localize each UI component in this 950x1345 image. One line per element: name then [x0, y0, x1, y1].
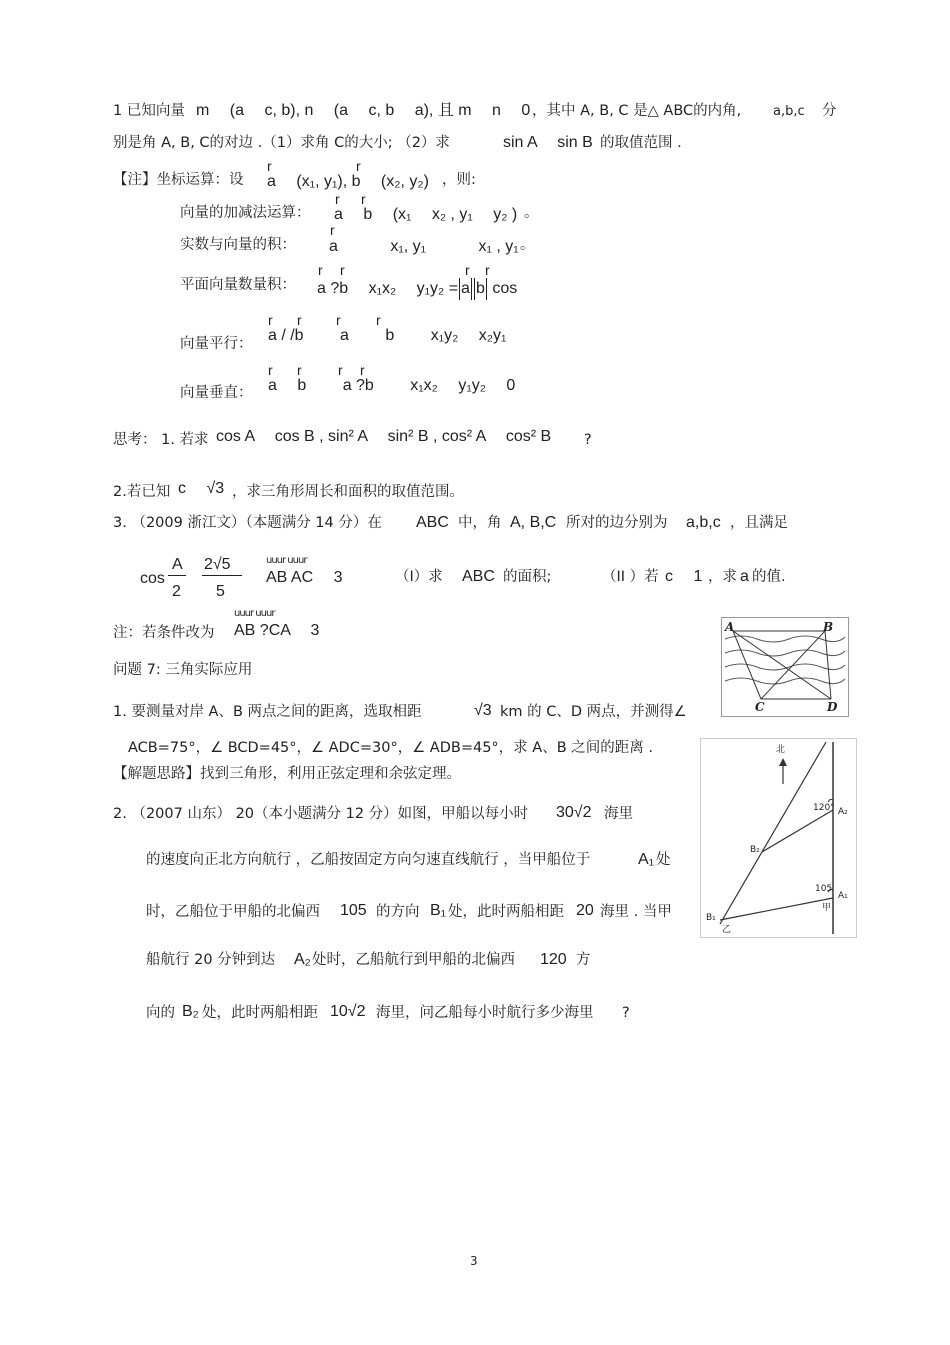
- p3-g: （II ）若: [602, 569, 659, 585]
- a2-label: A₂: [838, 807, 848, 817]
- vector-arrows: uuur uuur: [234, 608, 275, 619]
- scalar-label: 实数与向量的积：: [180, 237, 296, 253]
- point-c: C: [755, 700, 765, 714]
- b2-label: B₂: [750, 845, 760, 855]
- vector-arrow: r: [485, 262, 490, 278]
- point-a: A: [725, 620, 735, 634]
- p2-c: c √3: [178, 480, 225, 497]
- p3-f: 的面积;: [503, 569, 552, 585]
- q1-hint: 【解题思路】找到三角形，利用正弦定理和余弦定理。: [113, 766, 461, 782]
- scalar-end: 。: [520, 237, 535, 253]
- p3-h: ，求: [708, 569, 737, 585]
- p3-b: 中，角: [458, 515, 502, 531]
- parallel-label: 向量平行：: [180, 336, 253, 352]
- p3-a: a: [740, 568, 749, 585]
- page-number: 3: [470, 1254, 478, 1268]
- p3-abc2: ABC: [462, 568, 495, 585]
- add-end: 。: [524, 205, 539, 221]
- dot-label: 平面向量数量积：: [180, 277, 296, 293]
- p3-c1: c 1: [665, 568, 703, 585]
- p3-intro: 3. （2009 浙江文）（本题满分 14 分）在: [113, 515, 382, 531]
- think-label: 思考： 1. 若求: [113, 432, 209, 448]
- yi-label: 乙: [722, 925, 732, 935]
- think-expr: cos A cos B , sin² A sin² B , cos² A cos² B: [216, 428, 552, 445]
- frac-bar: [202, 575, 242, 576]
- p3-d: ，且满足: [730, 515, 788, 531]
- q2-line5q: ?: [622, 1005, 630, 1021]
- vector-arrow: r: [268, 362, 273, 378]
- q2-B2: B₂: [182, 1003, 199, 1020]
- vector-arrow: r: [340, 262, 345, 278]
- add-formula: a b (x₁ x₂ , y₁ y₂ ): [334, 206, 518, 223]
- dot-formula: a ?b x₁x₂ y₁y₂ = a b cos: [317, 278, 517, 300]
- q2-line3b: 的方向: [376, 904, 420, 920]
- q2-line5: 向的: [146, 1005, 175, 1021]
- p3note-label: 注：若条件改为: [113, 625, 215, 641]
- b1-label: B₁: [706, 913, 716, 923]
- note-coord: a (x₁, y₁), b (x₂, y₂): [267, 173, 429, 190]
- ships-figure: [700, 738, 857, 938]
- q2-A1: A₁: [638, 851, 655, 868]
- vector-arrow: r: [361, 191, 366, 207]
- frac-den: 5: [216, 583, 225, 600]
- frac-num: 2√5: [204, 556, 231, 573]
- p3-sides: a,b,c: [686, 514, 721, 531]
- p1-sin-expr: sin A sin B: [503, 134, 593, 151]
- q1-line1: 1. 要测量对岸 A、B 两点之间的距离，选取相距: [113, 704, 422, 720]
- vector-arrow: r: [267, 158, 272, 174]
- q2-line2b: 处: [656, 852, 671, 868]
- think-q: ?: [584, 432, 592, 448]
- q2-line4: 船航行 20 分钟到达: [146, 952, 276, 968]
- vector-arrow: r: [297, 362, 302, 378]
- angle-105-label: 105: [815, 884, 833, 894]
- vector-arrow: r: [318, 262, 323, 278]
- q2-B1: B₁: [430, 902, 447, 919]
- p3-i: 的值.: [752, 569, 786, 585]
- a1-label: A₁: [838, 891, 848, 901]
- p1-line2: 别是角 A, B, C的对边 .（1）求角 C的大小; （2）求: [113, 135, 450, 151]
- p1-cond: ，其中 A, B, C 是△ ABC的内角,: [532, 103, 742, 119]
- frac-num: A: [172, 556, 183, 573]
- vector-arrow: r: [330, 222, 335, 238]
- p1-sides: a,b,c: [773, 104, 805, 119]
- q2-line4c: 方: [576, 952, 591, 968]
- q2-line2: 的速度向正北方向航行 ，乙船按固定方向匀速直线航行 ，当甲船位于: [146, 852, 591, 868]
- q2-10: 10√2: [330, 1003, 366, 1020]
- scalar-formula: a x₁, y₁ x₁ , y₁: [329, 238, 519, 255]
- point-d: D: [827, 700, 838, 714]
- q1-line2: ACB=75°，∠ BCD=45°，∠ ADC=30°，∠ ADB=45°，求 A、B 之间的距离 .: [128, 740, 653, 756]
- frac-den: 2: [172, 583, 181, 600]
- vector-arrow: r: [338, 362, 343, 378]
- q2-line5c: 海里，问乙船每小时航行多少海里: [376, 1005, 594, 1021]
- q1-line1b: km 的 C、D 两点，并测得∠: [500, 704, 687, 720]
- note-then: ，则:: [442, 172, 476, 188]
- vector-arrow: r: [268, 312, 273, 328]
- q2-105: 105: [340, 902, 367, 919]
- p2-text: ，求三角形周长和面积的取值范围。: [232, 484, 464, 500]
- vector-arrow: r: [297, 312, 302, 328]
- problem7-heading: 问题 7: 三角实际应用: [113, 662, 253, 678]
- p3-c: 所对的边分别为: [566, 515, 668, 531]
- perp-label: 向量垂直：: [180, 385, 253, 401]
- add-label: 向量的加减法运算：: [180, 205, 311, 221]
- north-label: 北: [776, 745, 786, 755]
- p3-dot: AB AC 3: [266, 569, 343, 586]
- p1-line2-end: 的取值范围 .: [600, 135, 682, 151]
- q2-line3c: 处，此时两船相距: [448, 904, 564, 920]
- q1-sqrt: √3: [474, 702, 492, 719]
- q2-A2: A₂: [294, 951, 311, 968]
- parallel-formula: a / /b a b x₁y₂ x₂y₁: [268, 327, 507, 344]
- vector-arrow: r: [356, 158, 361, 174]
- vector-arrows: uuur uuur: [266, 555, 307, 566]
- vector-arrow: r: [360, 362, 365, 378]
- q2-20: 20: [576, 902, 594, 919]
- vector-arrow: r: [376, 312, 381, 328]
- vector-arrow: r: [335, 191, 340, 207]
- q2-line1b: 海里: [604, 806, 633, 822]
- frac-bar: [168, 575, 186, 576]
- q2-line4b: 处时，乙船航行到甲船的北偏西: [312, 952, 515, 968]
- q2-line3: 时，乙船位于甲船的北偏西: [146, 904, 320, 920]
- p3-abc: ABC: [416, 514, 449, 531]
- q2-speed: 30√2: [556, 804, 592, 821]
- note-head: 【注】坐标运算：设: [113, 172, 244, 188]
- p1-vectors: m (a c, b), n (a c, b a), 且 m n 0: [196, 102, 531, 119]
- angle-120-label: 120°: [813, 803, 835, 813]
- q2-120: 120: [540, 951, 567, 968]
- jia-label: 甲: [822, 903, 832, 913]
- p1-intro: 1 已知向量: [113, 103, 185, 119]
- p3note-expr: AB ?CA 3: [234, 622, 320, 639]
- p2-intro: 2.若已知: [113, 484, 171, 500]
- vector-arrow: r: [465, 262, 470, 278]
- p3-cos: cos: [140, 570, 165, 587]
- p1-fen: 分: [822, 103, 837, 119]
- q2-line3d: 海里 . 当甲: [600, 904, 672, 920]
- vector-arrow: r: [336, 312, 341, 328]
- q2-line1: 2. （2007 山东） 20（本小题满分 12 分）如图，甲船以每小时: [113, 806, 529, 822]
- p3-angles: A, B,C: [510, 514, 557, 531]
- q2-line5b: 处，此时两船相距: [202, 1005, 318, 1021]
- p3-e: （I）求: [395, 569, 443, 585]
- point-b: B: [823, 620, 834, 634]
- perp-formula: a b a ?b x₁x₂ y₁y₂ 0: [268, 377, 516, 394]
- river-figure: [721, 617, 849, 717]
